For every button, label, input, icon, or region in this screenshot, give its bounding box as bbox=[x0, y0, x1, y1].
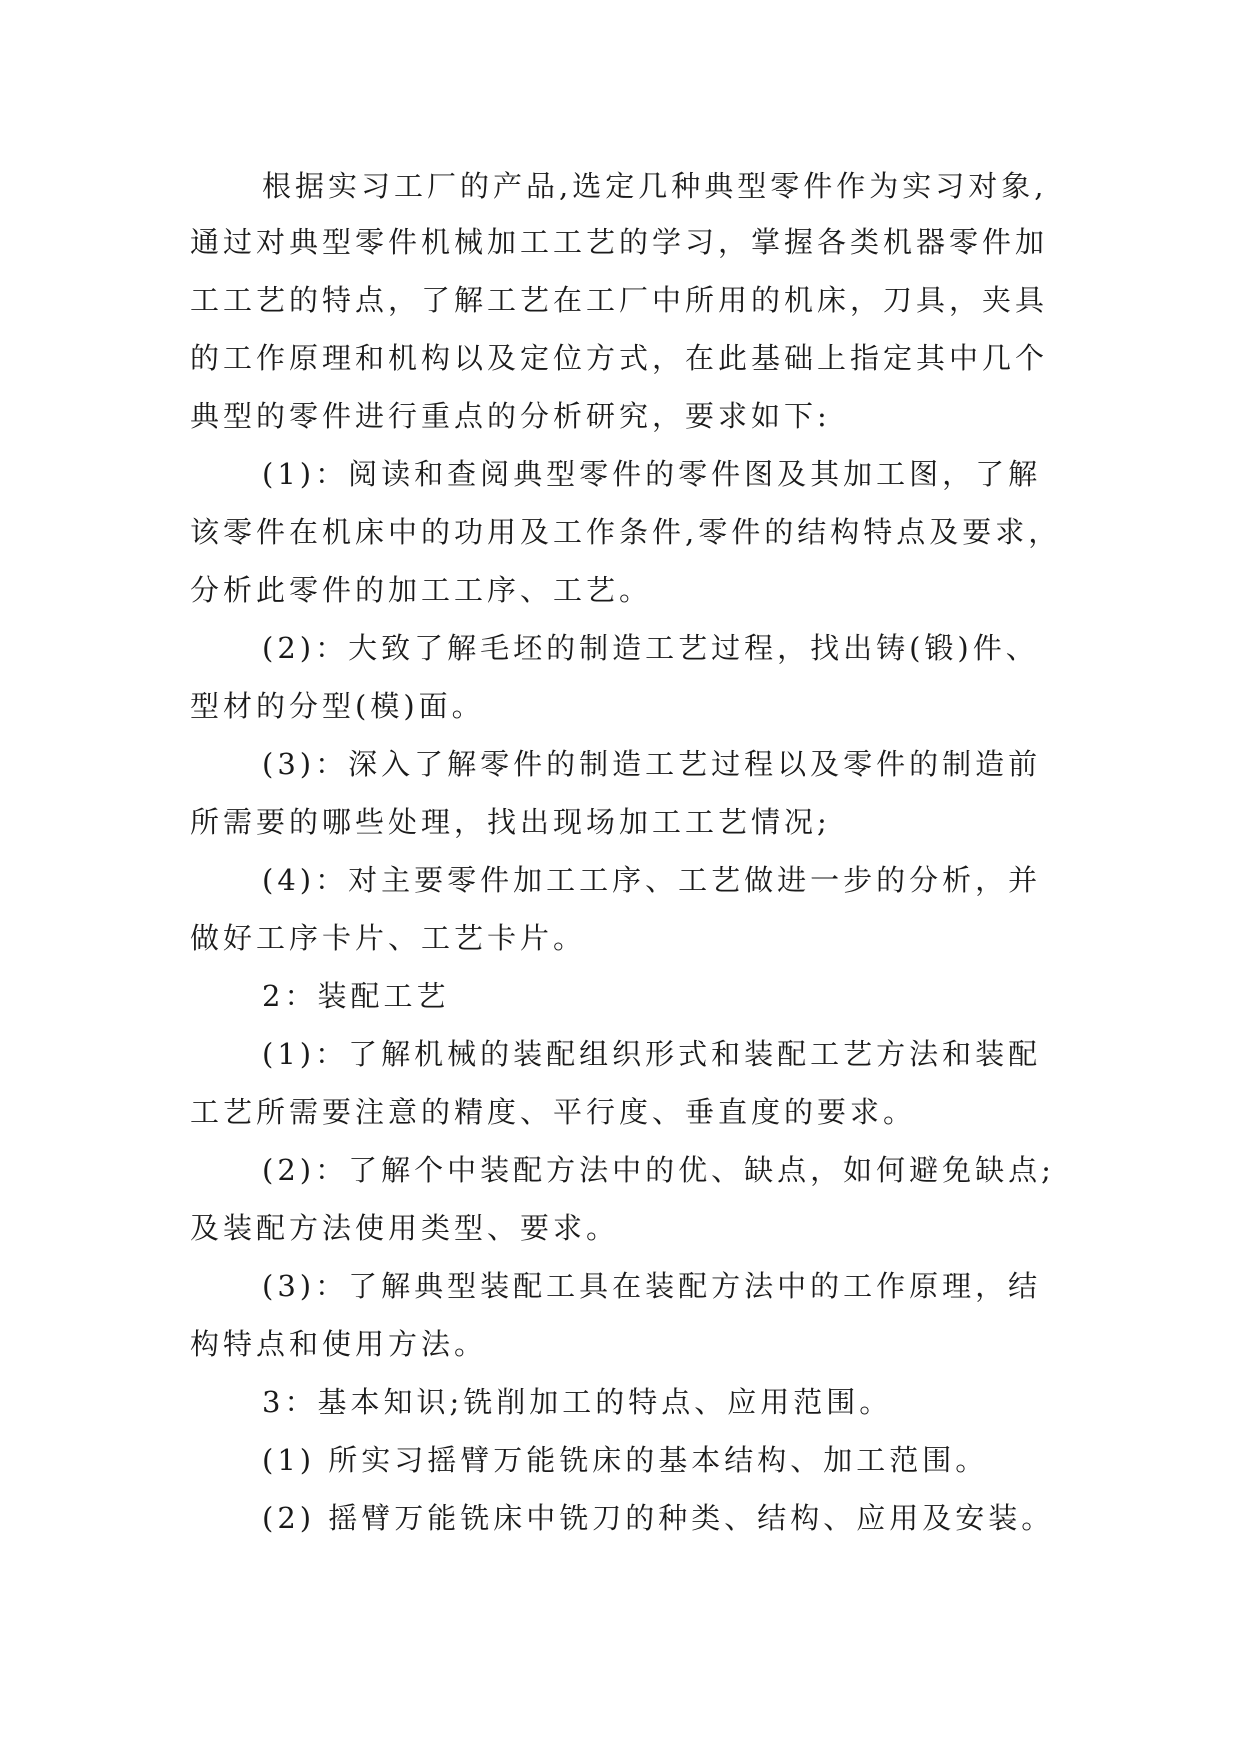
list-item-line: (3)：了解典型装配工具在装配方法中的工作原理，结 bbox=[262, 1269, 1042, 1303]
list-item-line: (2)：大致了解毛坯的制造工艺过程，找出铸(锻)件、 bbox=[262, 631, 1039, 665]
list-item-line: 所需要的哪些处理，找出现场加工工艺情况; bbox=[190, 805, 831, 839]
list-item-line: (2)：了解个中装配方法中的优、缺点，如何避免缺点; bbox=[262, 1153, 1055, 1187]
paragraph-line: 的工作原理和机构以及定位方式，在此基础上指定其中几个 bbox=[190, 341, 1049, 375]
paragraph-line: 典型的零件进行重点的分析研究，要求如下: bbox=[190, 399, 831, 433]
section-heading: 2：装配工艺 bbox=[262, 979, 450, 1013]
list-item-line: 及装配方法使用类型、要求。 bbox=[190, 1211, 620, 1245]
paragraph-line: 根据实习工厂的产品,选定几种典型零件作为实习对象, bbox=[262, 169, 1048, 203]
list-item-line: (4)：对主要零件加工工序、工艺做进一步的分析，并 bbox=[262, 863, 1042, 897]
list-item-line: 型材的分型(模)面。 bbox=[190, 689, 485, 723]
paragraph-line: 通过对典型零件机械加工工艺的学习，掌握各类机器零件加 bbox=[190, 225, 1049, 259]
list-item-line: 该零件在机床中的功用及工作条件,零件的结构特点及要求， bbox=[190, 515, 1062, 549]
list-item-line: 做好工序卡片、工艺卡片。 bbox=[190, 921, 587, 955]
list-item-line: (2) 摇臂万能铣床中铣刀的种类、结构、应用及安装。 bbox=[262, 1501, 1055, 1535]
section-heading: 3：基本知识;铣削加工的特点、应用范围。 bbox=[262, 1385, 893, 1419]
list-item-line: (1) 所实习摇臂万能铣床的基本结构、加工范围。 bbox=[262, 1443, 989, 1477]
list-item-line: (1)：阅读和查阅典型零件的零件图及其加工图，了解 bbox=[262, 457, 1042, 491]
list-item-line: 分析此零件的加工工序、工艺。 bbox=[190, 573, 653, 607]
list-item-line: (1)：了解机械的装配组织形式和装配工艺方法和装配 bbox=[262, 1037, 1042, 1071]
list-item-line: (3)：深入了解零件的制造工艺过程以及零件的制造前 bbox=[262, 747, 1042, 781]
list-item-line: 构特点和使用方法。 bbox=[190, 1327, 488, 1361]
paragraph-line: 工工艺的特点，了解工艺在工厂中所用的机床，刀具，夹具 bbox=[190, 283, 1049, 317]
list-item-line: 工艺所需要注意的精度、平行度、垂直度的要求。 bbox=[190, 1095, 917, 1129]
